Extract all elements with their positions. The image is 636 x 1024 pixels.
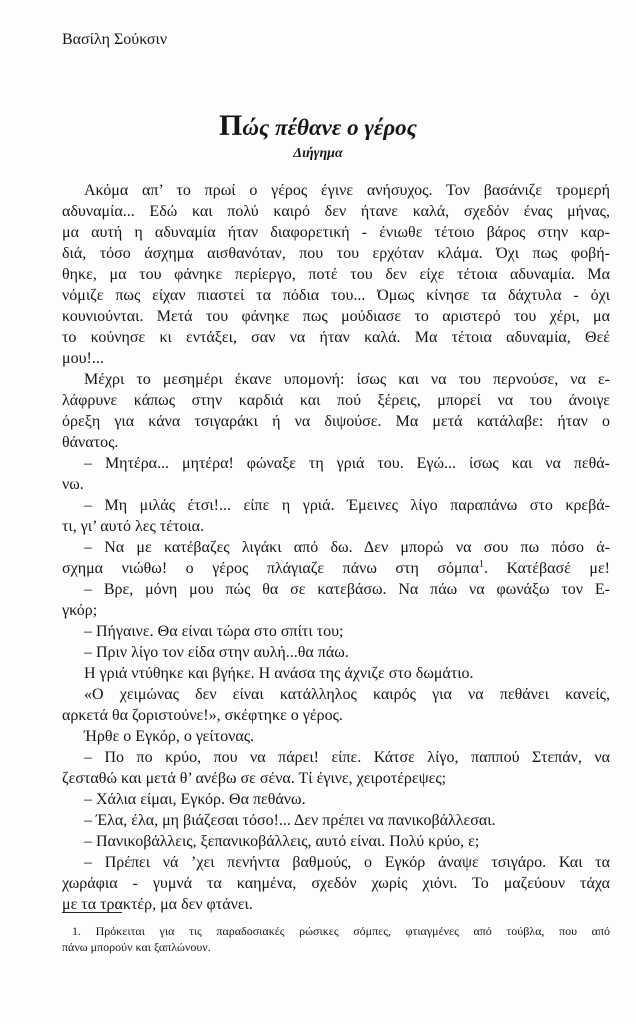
text-line: αρκετά θα ζοριστούνε!», σκέφτηκε ο γέρος. xyxy=(62,707,343,724)
story-title xyxy=(0,109,636,142)
text-line: – Έλα, έλα, μη βιάζεσαι τόσο!... Δεν πρέπει να πανικοβάλλεσαι. xyxy=(84,812,496,829)
text-line: όρεξη για κάνα τσιγαράκι ή να διψούσε. Μα μετά κατάλαβε: ήταν ο xyxy=(62,413,610,430)
text-line: – Βρε, μόνη μου πώς θα σε κατεβάσω. Να πάω να φωνάξω τον Ε- xyxy=(84,581,610,598)
text-line: μα αυτή η αδυναμία ήταν διαφορετική - ένιωθε τέτοιο βάρος στην καρ- xyxy=(62,224,610,241)
text-line: θάνατος. xyxy=(62,434,119,451)
text-line: λάφρυνε κάπως στην καρδιά και πού ξέρεις, μπορεί να του άνοιγε xyxy=(62,392,610,409)
text-line: τι, γι’ αυτό λες τέτοια. xyxy=(62,518,205,535)
text-line: – Να με κατέβαζες λιγάκι από δω. Δεν μπορώ να σου πω πόσο ά- xyxy=(84,539,610,556)
text-line: – Πρέπει νά ’χει πενήντα βαθμούς, ο Εγκόρ άναψε τσιγάρο. Και τα xyxy=(84,854,610,871)
text-line-part: σχημα νιώθω! ο γέρος πλάγιαζε πάνω στη σόμπα xyxy=(62,560,479,577)
text-line-with-footnote xyxy=(62,558,610,579)
text-line: χωράφια - γυμνά τα καημένα, σχεδόν χωρίς χιόνι. Το μαζεύουν τάχα xyxy=(62,875,610,892)
text-line: – Μη μιλάς έτσι!... είπε η γριά. Έμεινες λίγο παραπάνω στο κρεβά- xyxy=(84,497,610,514)
text-line: Η γριά ντύθηκε και βγήκε. Η ανάσα της άχνιζε στο δωμάτιο. xyxy=(84,665,474,682)
text-line: «Ο χειμώνας δεν είναι κατάλληλος καιρός για να πεθάνει κανείς, xyxy=(84,686,610,703)
running-head-author: Βασίλη Σούκσιν xyxy=(62,31,168,48)
footnote-marker: 1 xyxy=(479,559,484,570)
text-line: Ήρθε ο Εγκόρ, ο γείτονας. xyxy=(84,728,255,745)
text-line: νόμιζε πως είχαν πιαστεί τα πόδια του... Όμως κίνησε τα δάχτυλα - όχι xyxy=(62,287,610,304)
text-line: διά, τόσο άσχημα αισθανόταν, που του ερχόταν κλάμα. Όχι πως φοβή- xyxy=(62,245,610,262)
text-line: Ακόμα απ’ το πρωί ο γέρος έγινε ανήσυχος. Τον βασάνιζε τρομερή xyxy=(84,182,610,199)
text-line: το κούνησε κι εντάξει, σαν να ήταν καλά. Μα τέτοια αδυναμία, Θεέ xyxy=(62,329,610,346)
text-line: – Μητέρα... μητέρα! φώναξε τη γριά του. Εγώ... ίσως και να πεθά- xyxy=(84,455,610,472)
footnote-text: 1. Πρόκειται για τις παραδοσιακές ρώσικες σόμπες, φτιαγμένες από τούβλα, που από xyxy=(72,924,610,938)
text-line: Μέχρι το μεσημέρι έκανε υπομονή: ίσως και να του περνούσε, να ε- xyxy=(84,371,610,388)
text-line: μου!... xyxy=(62,350,104,367)
text-line: ζεσταθώ και μετά θ’ ανέβω σε σένα. Τί έγινε, χειροτέρεψες; xyxy=(62,770,447,787)
text-line: αδυναμία... Εδώ και πολύ καιρό δεν ήτανε καλά, σχεδόν ένας μήνας, xyxy=(62,203,610,220)
text-line: – Πο πο κρύο, που να πάρει! είπε. Κάτσε λίγο, παππού Στεπάν, να xyxy=(84,749,610,766)
text-line-part: . Κατέβασέ με! xyxy=(484,560,611,577)
title-initial: Π xyxy=(219,109,243,142)
title-rest: ώς πέθανε ο γέρος xyxy=(242,115,417,140)
text-line: – Χάλια είμαι, Εγκόρ. Θα πεθάνω. xyxy=(84,791,306,808)
text-line: νω. xyxy=(62,476,84,493)
footnote-text: πάνω μπορούν και ξαπλώνουν. xyxy=(62,940,211,954)
text-line: θηκε, μα του φάνηκε περίεργο, ποτέ του δεν είχε τέτοια αδυναμία. Μα xyxy=(62,266,610,283)
text-line: κουνιούνται. Μετά του φάνηκε πως μούδιασε το αριστερό του χέρι, μα xyxy=(62,308,610,325)
text-line: – Πανικοβάλλεις, ξεπανικοβάλλεις, αυτό είναι. Πολύ κρύο, ε; xyxy=(84,833,480,850)
text-line: – Πριν λίγο τον είδα στην αυλή...θα πάω. xyxy=(84,644,349,661)
footnote-divider xyxy=(62,912,122,913)
text-line: γκόρ; xyxy=(62,602,98,619)
text-line: – Πήγαινε. Θα είναι τώρα στο σπίτι του; xyxy=(84,623,344,640)
text-line: με τα τρακτέρ, μα δεν φτάνει. xyxy=(62,896,253,913)
story-subtitle: Διήγημα xyxy=(293,146,343,161)
